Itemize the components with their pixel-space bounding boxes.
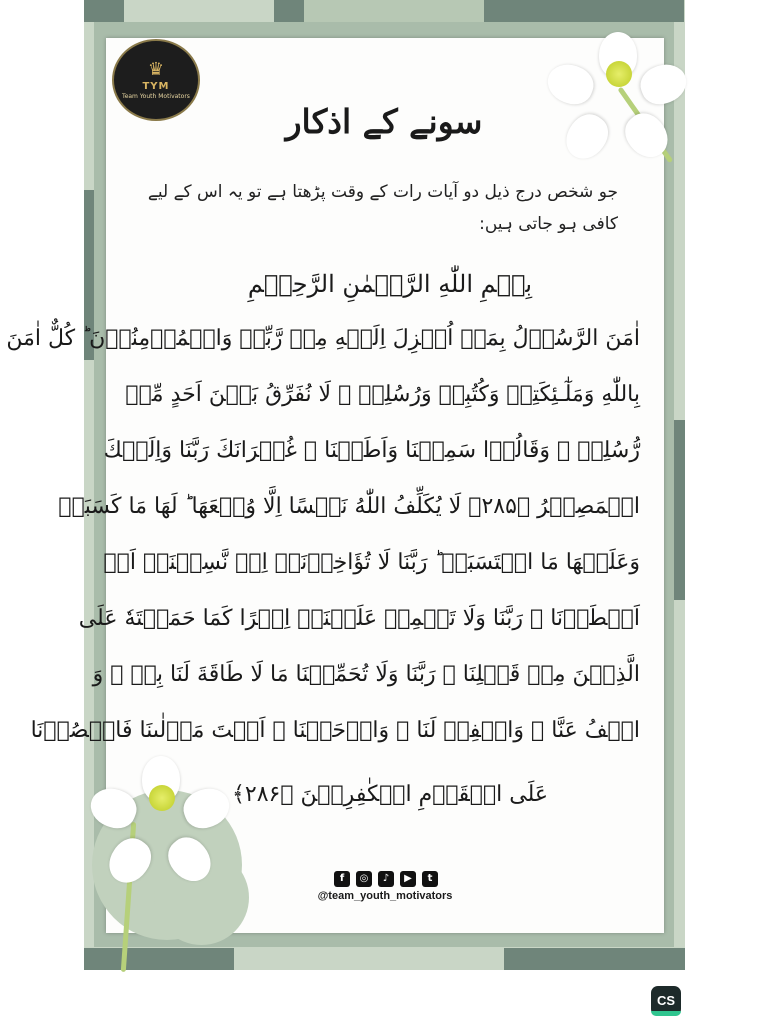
social-handle[interactable]: @team_youth_motivators xyxy=(317,890,453,902)
frame-stripe xyxy=(84,948,234,970)
bismillah-line: بِسۡمِ اللّٰهِ الرَّحۡمٰنِ الرَّحِيۡمِ xyxy=(247,270,533,298)
verse-line: وَعَلَيۡهَا مَا اكۡتَسَبَتۡ ؕ رَبَّنَا لَا تُؤَاخِذۡنَاۤ اِنۡ نَّسِيۡنَاۤ اَوۡ xyxy=(103,550,640,575)
logo-abbreviation: TYM xyxy=(142,80,170,92)
verse-line: اَخۡطَاۡنَا ۚ رَبَّنَا وَلَا تَحۡمِلۡ عَلَيۡنَاۤ اِصۡرًا كَمَا حَمَلۡتَهٗ عَلَى xyxy=(78,606,640,631)
verse-line: رُّسُلِهٖ ۚ وَقَالُوۡا سَمِعۡنَا وَاَطَعۡنَا ۖ غُفۡرَانَكَ رَبَّنَا وَاِلَيۡكَ xyxy=(103,438,640,463)
frame-stripe xyxy=(674,420,685,600)
page-title: سونے کے اذکار xyxy=(285,102,483,141)
verse-line: بِاللّٰهِ وَمَلٰٓـئِكَتِهٖ وَكُتُبِهٖ وَرُسُلِهٖ ۚ لَا نُفَرِّقُ بَيۡنَ اَحَدٍ مِّنۡ xyxy=(125,382,640,407)
frame-stripe xyxy=(274,0,304,22)
frame-stripe xyxy=(304,0,484,22)
tiktok-icon[interactable]: ♪ xyxy=(378,871,394,887)
youtube-icon[interactable]: ▶ xyxy=(400,871,416,887)
verse-line: الۡمَصِيۡرُ ﴿۲۸۵﴾ لَا يُكَلِّفُ اللّٰهُ نَفۡسًا اِلَّا وُسۡعَهَا ؕ لَهَا مَا كَسَبَتۡ xyxy=(58,494,640,519)
verse-line: اٰمَنَ الرَّسُوۡلُ بِمَاۤ اُنۡزِلَ اِلَيۡهِ مِنۡ رَّبِّهٖ وَالۡمُؤۡمِنُوۡنَ ؕ كُلٌّ اٰمَنَ xyxy=(6,326,640,351)
logo-full-name: Team Youth Motivators xyxy=(122,92,190,100)
twitter-icon[interactable]: t xyxy=(422,871,438,887)
flower-icon xyxy=(108,752,218,862)
camscanner-badge[interactable]: CS xyxy=(651,986,681,1016)
frame-stripe xyxy=(84,0,124,22)
crown-icon: ♛ xyxy=(147,58,165,80)
instagram-icon[interactable]: ◎ xyxy=(356,871,372,887)
social-icons xyxy=(334,871,438,887)
intro-text: جو شخص درج ذیل دو آیات رات کے وقت پڑھتا ہے تو یہ اس کے لیے کافی ہو جاتی ہیں: xyxy=(147,182,618,234)
frame-stripe xyxy=(504,948,685,970)
verse-line: اعۡفُ عَنَّا ۗ وَاغۡفِرۡ لَنَا ۗ وَارۡحَمۡنَا ۗ اَنۡتَ مَوۡلٰٮنَا فَانۡصُرۡنَا xyxy=(30,718,640,743)
frame-stripe xyxy=(484,0,684,22)
facebook-icon[interactable]: f xyxy=(334,871,350,887)
verse-line: عَلَى الۡقَوۡمِ الۡكٰفِرِيۡنَ ﴿۲۸۶﴾ xyxy=(231,782,549,807)
verse-line: الَّذِيۡنَ مِنۡ قَبۡلِنَا ۚ رَبَّنَا وَلَا تُحَمِّلۡنَا مَا لَا طَاقَةَ لَنَا بِهٖ ۚ وَ xyxy=(92,662,640,687)
